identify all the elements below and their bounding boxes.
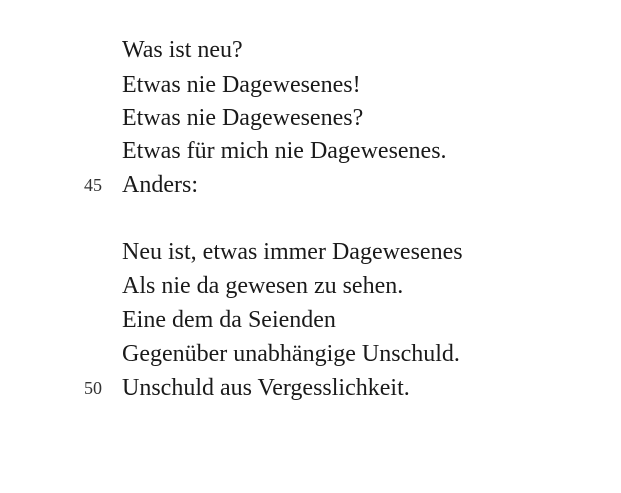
- line-number: 50: [84, 378, 102, 398]
- poem-line: Gegenüber unabhängige Unschuld.: [122, 341, 460, 367]
- poem-line: Was ist neu?: [122, 37, 243, 63]
- poem-line: Neu ist, etwas immer Dagewesenes: [122, 239, 463, 265]
- poem-line: Unschuld aus Vergesslichkeit.: [122, 375, 410, 401]
- poem-line: Etwas nie Dagewesenes?: [122, 105, 364, 131]
- poem-line: Etwas für mich nie Dagewesenes.: [122, 138, 447, 164]
- poem-line: Anders:: [122, 172, 198, 198]
- poem-line: Etwas nie Dagewesenes!: [122, 72, 361, 98]
- line-number: 45: [84, 175, 102, 195]
- poem-line: Eine dem da Seienden: [122, 307, 336, 333]
- poem-line: Als nie da gewesen zu sehen.: [122, 273, 404, 299]
